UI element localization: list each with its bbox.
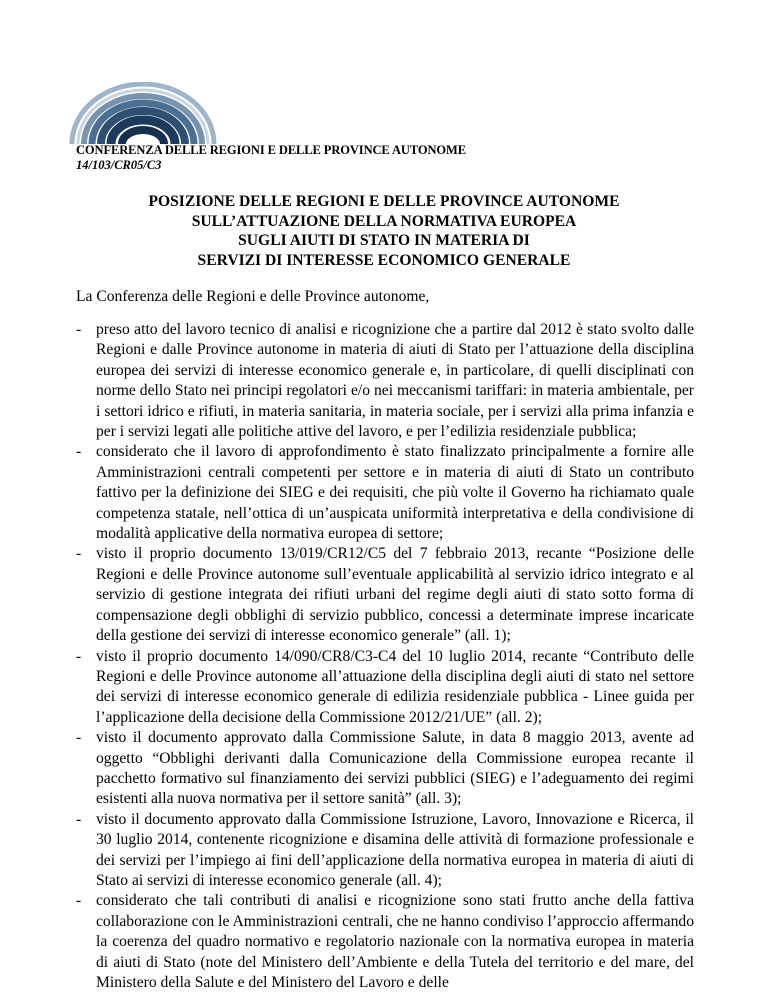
intro-paragraph: La Conferenza delle Regioni e delle Province autonome, <box>76 288 430 305</box>
list-item <box>76 728 694 810</box>
list-bullet: - <box>76 321 82 338</box>
list-item-text: visto il proprio documento 13/019/CR12/C5 del 7 febbraio 2013, recante “Posizione delle Regioni e delle Province autonome sull’eventuale applicabilità al servizio idrico integrato e al servizio di gestione integrata dei rifiuti urbani del regime degli aiuti di stato sotto forma di compensazione degli obblighi di servizio pubblico, concessi a determinate imprese incaricate della gestione dei servizi di interesse economico generale” (all. 1); <box>96 545 694 645</box>
title-line: SULL’ATTUAZIONE DELLA NORMATIVA EUROPEA <box>191 212 577 230</box>
title-line: POSIZIONE DELLE REGIONI E DELLE PROVINCE AUTONOME <box>148 193 620 210</box>
list-bullet: - <box>76 892 82 910</box>
list-item-text: preso atto del lavoro tecnico di analisi e ricognizione che a partire dal 2012 è stato svolto dalle Regioni e dalle Province autonome in materia di aiuti di Stato per l’attuazione della disciplina europea dei servizi di interesse economico generale e, in particolare, di quelli disciplinati con norme dello Stato nei principi regolatori e/o nei meccanismi tariffari: in materia ambientale, per i settori idrico e rifiuti, in materia sanitaria, in materia sociale, per i servizi alla prima infanzia e per i servizi legati alle politiche attive del lavoro, e per l’edilizia residenziale pubblica; <box>96 321 694 441</box>
organization-name: CONFERENZA DELLE REGIONI E DELLE PROVINCE AUTONOME <box>76 143 466 157</box>
conference-arcs-logo-icon <box>68 82 218 144</box>
list-item <box>76 442 694 544</box>
list-bullet: - <box>76 729 82 747</box>
document-title <box>76 192 692 270</box>
title-line: SERVIZI DI INTERESSE ECONOMICO GENERALE <box>197 251 571 269</box>
list-item <box>76 810 694 892</box>
list-bullet: - <box>76 443 82 461</box>
list-bullet: - <box>76 810 82 828</box>
list-item <box>76 544 694 646</box>
list-bullet: - <box>76 647 82 665</box>
document-code: 14/103/CR05/C3 <box>76 158 162 172</box>
list-item-text: visto il documento approvato dalla Commissione Salute, in data 8 maggio 2013, avente ad oggetto “Obblighi derivanti dalla Comunicazione della Commissione europea recante il pacchetto formativo sul finanziamento dei servizi pubblici (SIEG) e l’adeguamento dei regimi esistenti alla nuova normativa per il settore sanità” (all. 3); <box>96 729 694 808</box>
list-item <box>76 320 694 442</box>
list-item-text: visto il proprio documento 14/090/CR8/C3-C4 del 10 luglio 2014, recante “Contributo delle Regioni e delle Province autonome all’attuazione della disciplina degli aiuti di stato nel settore dei servizi di interesse economico generale di edilizia residenziale pubblica - Linee guida per l’applicazione della decisione della Commissione 2012/21/UE” (all. 2); <box>96 647 694 726</box>
list-item <box>76 891 694 993</box>
list-item-text: considerato che tali contributi di analisi e ricognizione sono stati frutto anche della fattiva collaborazione con le Amministrazioni centrali, che ne hanno condiviso l’approccio affermando la coerenza del quadro normativo e regolatorio nazionale con la normativa europea in materia di aiuti di Stato (note del Ministero dell’Ambiente e della Tutela del territorio e del mare, del Ministero della Salute e del Ministero del Lavoro e delle <box>96 892 694 991</box>
list-item <box>76 647 694 729</box>
list-bullet: - <box>76 545 82 563</box>
considerations-list <box>76 320 694 993</box>
title-line: SUGLI AIUTI DI STATO IN MATERIA DI <box>238 232 530 249</box>
list-item-text: visto il documento approvato dalla Commissione Istruzione, Lavoro, Innovazione e Ricerca, il 30 luglio 2014, contenente ricognizione e disamina delle attività di formazione professionale e dei servizi per l’impiego ai fini dell’applicazione della normativa europea in materia di aiuti di Stato ai servizi di interesse economico generale (all. 4); <box>96 810 694 889</box>
list-item-text: considerato che il lavoro di approfondimento è stato finalizzato principalmente a fornire alle Amministrazioni centrali competenti per settore e in materia di aiuti di Stato un contributo fattivo per la definizione dei SIEG e dei requisiti, che più volte il Governo ha richiamato quale competenza statale, nell’ottica di un’auspicata uniformità interpretativa e della condivisione di modalità applicative della normativa europea di settore; <box>96 443 694 543</box>
